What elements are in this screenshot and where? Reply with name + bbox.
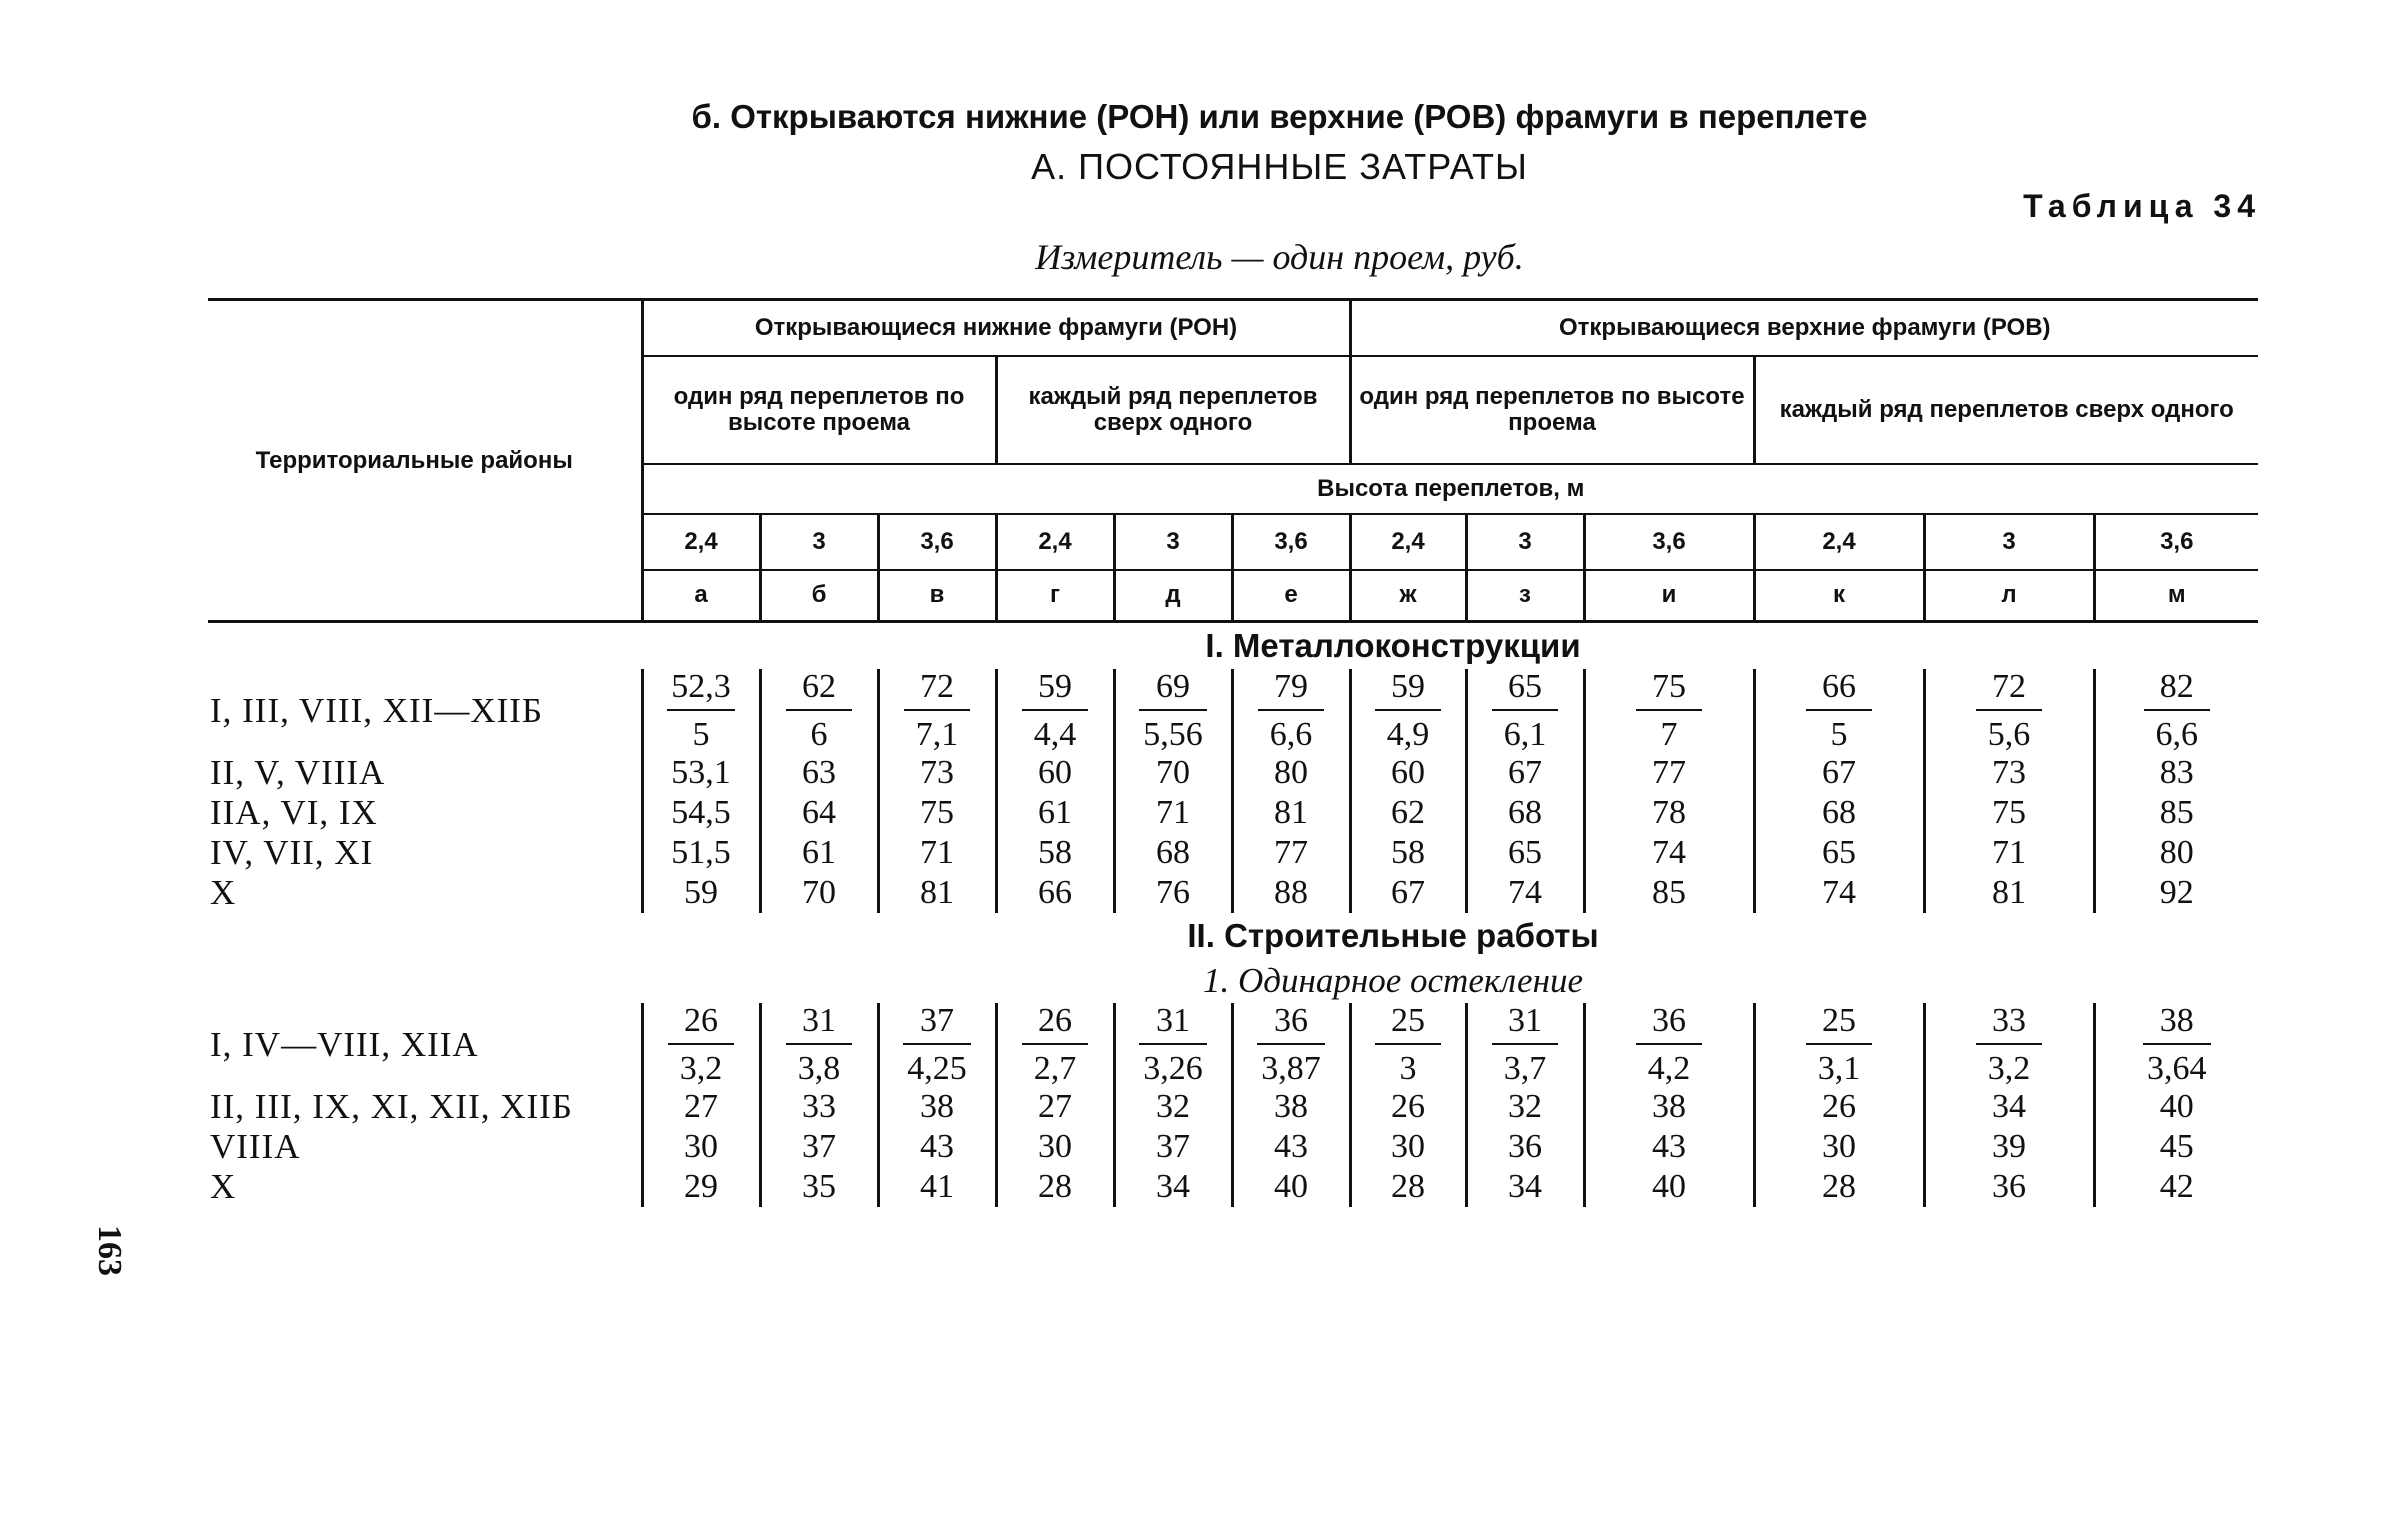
fraction-value: [1022, 1003, 1088, 1087]
table-cell: 77: [1584, 753, 1754, 793]
table-cell: 68: [1466, 793, 1584, 833]
fraction-numerator: 31: [1492, 1003, 1558, 1045]
fraction-numerator: 37: [903, 1003, 971, 1045]
table-cell: 65: [1466, 833, 1584, 873]
table-row: [208, 1127, 2258, 1167]
column-letter: е: [1232, 570, 1350, 622]
cost-table: [208, 298, 2258, 1207]
table-cell: 26: [1754, 1087, 1924, 1127]
table-cell: 73: [878, 753, 996, 793]
fraction-value: [668, 1003, 734, 1087]
table-cell: 34: [1466, 1167, 1584, 1207]
table-cell: 74: [1754, 873, 1924, 913]
table-cell: 40: [1232, 1167, 1350, 1207]
table-cell: 66: [996, 873, 1114, 913]
fraction-value: [1022, 669, 1088, 753]
fraction-value: [1492, 669, 1558, 753]
table-cell: 53,1: [642, 753, 760, 793]
table-cell: 38: [1584, 1087, 1754, 1127]
table-cell: 33: [760, 1087, 878, 1127]
table-cell: 40: [1584, 1167, 1754, 1207]
fraction-numerator: 82: [2144, 669, 2210, 711]
table-row: [208, 1167, 2258, 1207]
table-cell: [1754, 669, 1924, 753]
table-cell: 81: [1924, 873, 2094, 913]
fraction-denominator: 3,8: [797, 1050, 841, 1087]
fraction-denominator: 6,1: [1503, 716, 1547, 753]
district-column-header: Территориальные районы: [208, 300, 642, 622]
section-title-row: [208, 913, 2258, 959]
fraction-numerator: 26: [1022, 1003, 1088, 1045]
table-cell: 68: [1114, 833, 1232, 873]
table-cell: 74: [1466, 873, 1584, 913]
table-cell: 85: [1584, 873, 1754, 913]
table-cell: 73: [1924, 753, 2094, 793]
table-cell: 58: [1350, 833, 1466, 873]
table-cell: 39: [1924, 1127, 2094, 1167]
column-letter: ж: [1350, 570, 1466, 622]
subsection-title: 1. Одинарное остекление: [1203, 961, 1583, 1000]
table-cell: 51,5: [642, 833, 760, 873]
table-cell: 27: [642, 1087, 760, 1127]
table-row: [208, 833, 2258, 873]
table-cell: 43: [1232, 1127, 1350, 1167]
column-letter: л: [1924, 570, 2094, 622]
height-value: 2,4: [996, 514, 1114, 570]
column-letter: з: [1466, 570, 1584, 622]
fraction-numerator: 33: [1976, 1003, 2042, 1045]
table-cell: [1350, 1003, 1466, 1087]
table-cell: 76: [1114, 873, 1232, 913]
fraction-value: [1806, 669, 1872, 753]
fraction-value: [1492, 1003, 1558, 1087]
fraction-denominator: 7: [1660, 716, 1678, 753]
table-cell: [1232, 1003, 1350, 1087]
table-cell: 71: [1114, 793, 1232, 833]
height-value: 3: [1114, 514, 1232, 570]
fraction-numerator: 25: [1806, 1003, 1872, 1045]
fraction-denominator: 3,64: [2147, 1050, 2207, 1087]
fraction-denominator: 3,87: [1261, 1050, 1321, 1087]
fraction-value: [903, 1003, 971, 1087]
table-cell: [878, 1003, 996, 1087]
fraction-value: [1976, 669, 2042, 753]
table-cell: 78: [1584, 793, 1754, 833]
fraction-denominator: 5: [1830, 716, 1848, 753]
part-heading: А. ПОСТОЯННЫЕ ЗАТРАТЫ: [1031, 146, 1528, 187]
table-cell: [878, 669, 996, 753]
fraction-denominator: 5: [692, 716, 710, 753]
fraction-value: [1636, 669, 1702, 753]
fraction-numerator: 72: [904, 669, 970, 711]
table-cell: 80: [1232, 753, 1350, 793]
fraction-denominator: 2,7: [1033, 1050, 1077, 1087]
table-cell: [642, 1003, 760, 1087]
fraction-value: [667, 669, 735, 753]
fraction-denominator: 5,6: [1987, 716, 2031, 753]
table-cell: 43: [1584, 1127, 1754, 1167]
subsection-title-row: [208, 959, 2258, 1003]
fraction-numerator: 25: [1375, 1003, 1441, 1045]
fraction-numerator: 72: [1976, 669, 2042, 711]
fraction-numerator: 31: [1139, 1003, 1207, 1045]
table-cell: 30: [996, 1127, 1114, 1167]
fraction-denominator: 4,2: [1647, 1050, 1691, 1087]
subheader-rov-each-row: каждый ряд переплетов сверх одного: [1754, 356, 2258, 464]
height-value: 2,4: [1754, 514, 1924, 570]
table-cell: 62: [1350, 793, 1466, 833]
height-value: 3,6: [1584, 514, 1754, 570]
table-cell: 60: [1350, 753, 1466, 793]
height-value: 3: [1466, 514, 1584, 570]
table-cell: 61: [996, 793, 1114, 833]
height-value: 3: [760, 514, 878, 570]
table-cell: [1232, 669, 1350, 753]
table-cell: 42: [2094, 1167, 2258, 1207]
table-cell: 81: [878, 873, 996, 913]
table-cell: [1350, 669, 1466, 753]
table-cell: 36: [1924, 1167, 2094, 1207]
fraction-denominator: 3: [1399, 1050, 1417, 1087]
table-cell: 28: [1350, 1167, 1466, 1207]
fraction-numerator: 65: [1492, 669, 1558, 711]
column-letter: и: [1584, 570, 1754, 622]
table-cell: [642, 669, 760, 753]
fraction-value: [1139, 1003, 1207, 1087]
table-cell: 43: [878, 1127, 996, 1167]
table-row: [208, 1003, 2258, 1087]
column-letter: а: [642, 570, 760, 622]
subheader-rov-one-row: один ряд переплетов по высоте проема: [1350, 356, 1754, 464]
height-value: 3: [1924, 514, 2094, 570]
district-name: II, V, VIIIA: [210, 753, 386, 792]
table-cell: 60: [996, 753, 1114, 793]
fraction-value: [1375, 1003, 1441, 1087]
table-cell: 32: [1114, 1087, 1232, 1127]
district-name: IV, VII, XI: [210, 833, 374, 872]
fraction-numerator: 52,3: [667, 669, 735, 711]
table-cell: 28: [996, 1167, 1114, 1207]
table-cell: 35: [760, 1167, 878, 1207]
fraction-value: [786, 669, 852, 753]
height-value: 3,6: [878, 514, 996, 570]
fraction-denominator: 6: [810, 716, 828, 753]
table-row: [208, 793, 2258, 833]
subsection-heading: б. Открываются нижние (РОН) или верхние (РОВ) фрамуги в переплете: [691, 98, 1868, 135]
table-cell: 26: [1350, 1087, 1466, 1127]
height-label: Высота переплетов, м: [642, 464, 2258, 514]
table-cell: 67: [1466, 753, 1584, 793]
fraction-denominator: 7,1: [915, 716, 959, 753]
district-name: I, III, VIII, XII—XIIБ: [210, 691, 544, 730]
table-cell: 32: [1466, 1087, 1584, 1127]
table-row: [208, 669, 2258, 753]
district-name: II, III, IX, XI, XII, XIIБ: [210, 1087, 573, 1126]
table-cell: 70: [760, 873, 878, 913]
fraction-numerator: 69: [1139, 669, 1207, 711]
district-name: X: [210, 873, 237, 912]
fraction-denominator: 3,2: [1987, 1050, 2031, 1087]
table-cell: 28: [1754, 1167, 1924, 1207]
table-cell: 74: [1584, 833, 1754, 873]
table-cell: 92: [2094, 873, 2258, 913]
fraction-numerator: 66: [1806, 669, 1872, 711]
fraction-numerator: 59: [1022, 669, 1088, 711]
fraction-numerator: 79: [1258, 669, 1324, 711]
table-cell: [1466, 1003, 1584, 1087]
fraction-value: [1257, 1003, 1325, 1087]
table-cell: [2094, 669, 2258, 753]
column-letter: к: [1754, 570, 1924, 622]
table-cell: [1924, 1003, 2094, 1087]
table-cell: 75: [878, 793, 996, 833]
table-cell: 85: [2094, 793, 2258, 833]
table-cell: [996, 1003, 1114, 1087]
fraction-numerator: 62: [786, 669, 852, 711]
group-header-ron: Открывающиеся нижние фрамуги (РОН): [642, 300, 1350, 356]
table-cell: 83: [2094, 753, 2258, 793]
table-cell: 63: [760, 753, 878, 793]
subheader-ron-one-row: один ряд переплетов по высоте проема: [642, 356, 996, 464]
fraction-denominator: 3,7: [1503, 1050, 1547, 1087]
table-cell: [760, 669, 878, 753]
fraction-denominator: 4,25: [907, 1050, 967, 1087]
fraction-value: [1375, 669, 1441, 753]
table-row: [208, 873, 2258, 913]
table-cell: 41: [878, 1167, 996, 1207]
fraction-denominator: 3,26: [1143, 1050, 1203, 1087]
district-name: X: [210, 1167, 237, 1206]
table-cell: [1114, 1003, 1232, 1087]
table-cell: 38: [1232, 1087, 1350, 1127]
district-name: IIA, VI, IX: [210, 793, 378, 832]
height-value: 2,4: [1350, 514, 1466, 570]
table-cell: 81: [1232, 793, 1350, 833]
table-cell: [2094, 1003, 2258, 1087]
table-cell: 37: [760, 1127, 878, 1167]
column-letter: м: [2094, 570, 2258, 622]
district-name: VIIIA: [210, 1127, 301, 1166]
group-header-rov: Открывающиеся верхние фрамуги (РОВ): [1350, 300, 2258, 356]
table-cell: [1466, 669, 1584, 753]
fraction-numerator: 75: [1636, 669, 1702, 711]
column-letter: б: [760, 570, 878, 622]
table-cell: 38: [878, 1087, 996, 1127]
table-cell: 34: [1924, 1087, 2094, 1127]
table-cell: 29: [642, 1167, 760, 1207]
table-cell: 59: [642, 873, 760, 913]
table-cell: 54,5: [642, 793, 760, 833]
table-cell: 67: [1754, 753, 1924, 793]
fraction-value: [1976, 1003, 2042, 1087]
table-cell: 45: [2094, 1127, 2258, 1167]
table-cell: 75: [1924, 793, 2094, 833]
table-cell: 65: [1754, 833, 1924, 873]
section-title: I. Металлоконструкции: [1205, 627, 1581, 664]
section-title: II. Строительные работы: [1187, 917, 1599, 954]
table-cell: 36: [1466, 1127, 1584, 1167]
measure-caption: Измеритель — один проем, руб.: [1035, 237, 1524, 277]
height-value: 3,6: [1232, 514, 1350, 570]
fraction-value: [786, 1003, 852, 1087]
table-cell: [1114, 669, 1232, 753]
district-name: I, IV—VIII, XIIA: [210, 1025, 479, 1064]
section-title-row: [208, 622, 2258, 670]
table-cell: [1754, 1003, 1924, 1087]
table-cell: 88: [1232, 873, 1350, 913]
table-cell: 30: [642, 1127, 760, 1167]
height-value: 3,6: [2094, 514, 2258, 570]
fraction-denominator: 4,9: [1386, 716, 1430, 753]
table-cell: 71: [878, 833, 996, 873]
fraction-numerator: 36: [1636, 1003, 1702, 1045]
fraction-denominator: 5,56: [1143, 716, 1203, 753]
table-label: Таблица 34: [2023, 188, 2261, 224]
fraction-value: [1806, 1003, 1872, 1087]
table-cell: 64: [760, 793, 878, 833]
table-cell: 80: [2094, 833, 2258, 873]
column-letter: г: [996, 570, 1114, 622]
table-cell: [760, 1003, 878, 1087]
fraction-numerator: 59: [1375, 669, 1441, 711]
fraction-numerator: 36: [1257, 1003, 1325, 1045]
height-value: 2,4: [642, 514, 760, 570]
fraction-denominator: 6,6: [1269, 716, 1313, 753]
table-cell: 71: [1924, 833, 2094, 873]
table-row: [208, 753, 2258, 793]
column-letter: в: [878, 570, 996, 622]
table-cell: [1924, 669, 2094, 753]
table-cell: 30: [1350, 1127, 1466, 1167]
page-number: 163: [91, 1225, 128, 1276]
table-cell: 37: [1114, 1127, 1232, 1167]
fraction-denominator: 3,1: [1817, 1050, 1861, 1087]
table-cell: [1584, 669, 1754, 753]
table-cell: 61: [760, 833, 878, 873]
table-cell: 77: [1232, 833, 1350, 873]
fraction-numerator: 38: [2143, 1003, 2211, 1045]
fraction-value: [904, 669, 970, 753]
fraction-denominator: 3,2: [679, 1050, 723, 1087]
table-cell: 40: [2094, 1087, 2258, 1127]
fraction-value: [1258, 669, 1324, 753]
table-cell: [996, 669, 1114, 753]
table-cell: 27: [996, 1087, 1114, 1127]
table-row: [208, 1087, 2258, 1127]
table-cell: 68: [1754, 793, 1924, 833]
fraction-denominator: 6,6: [2155, 716, 2199, 753]
fraction-value: [1139, 669, 1207, 753]
table-cell: 30: [1754, 1127, 1924, 1167]
table-cell: 67: [1350, 873, 1466, 913]
table-cell: 58: [996, 833, 1114, 873]
fraction-value: [2143, 1003, 2211, 1087]
table-cell: 34: [1114, 1167, 1232, 1207]
fraction-value: [1636, 1003, 1702, 1087]
fraction-numerator: 31: [786, 1003, 852, 1045]
table-cell: 70: [1114, 753, 1232, 793]
subheader-ron-each-row: каждый ряд переплетов сверх одного: [996, 356, 1350, 464]
column-letter: д: [1114, 570, 1232, 622]
table-cell: [1584, 1003, 1754, 1087]
fraction-value: [2144, 669, 2210, 753]
fraction-numerator: 26: [668, 1003, 734, 1045]
fraction-denominator: 4,4: [1033, 716, 1077, 753]
